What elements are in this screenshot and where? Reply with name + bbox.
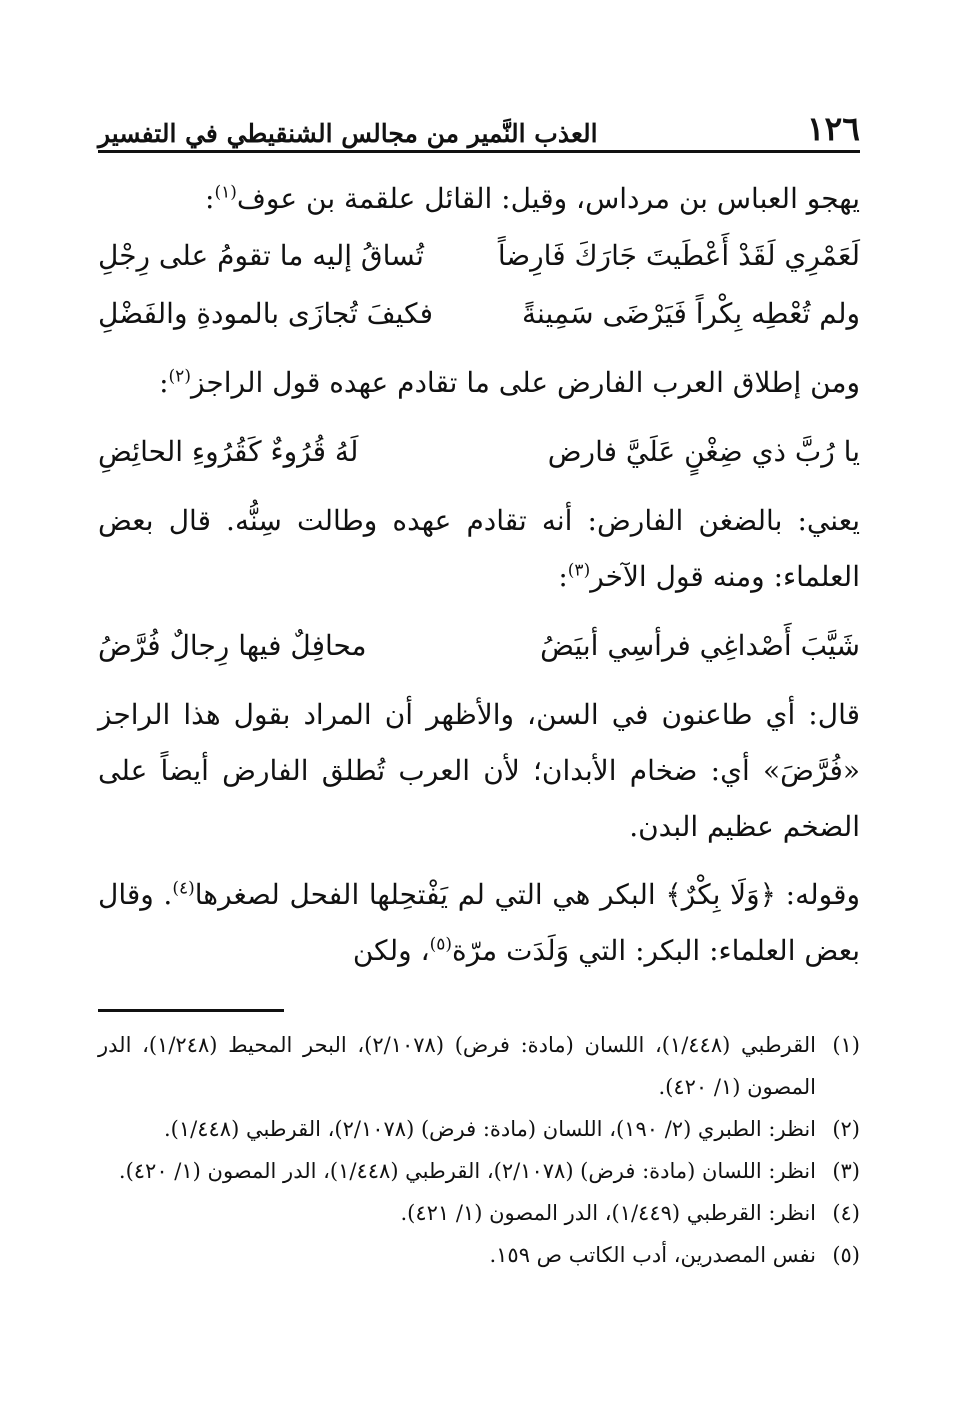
footnote-ref-5: (٥) [429,934,453,955]
footnote [98,1192,860,1234]
paragraph-1-text: يهجو العباس بن مرداس، وقيل: القائل علقمة بن عوف [236,182,860,215]
verse-3-first-hemistich: يا رُبَّ ذي ضِغْنٍ عَلَيَّ فارض [547,435,860,468]
footnote-number: (٣) [832,1159,860,1183]
paragraph-5-part-1: وقوله: ﴿وَلَا بِكْرٌ﴾ البكر هي التي لم يَفْتحِلها الفحل لصغرها [194,878,860,911]
paragraph-3-text: يعني: بالضغن الفارض: أنه تقادم عهده وطالت سِنُّه. قال بعض العلماء: ومنه قول الآخر [98,504,860,593]
paragraph-1 [98,171,860,227]
verse-2-second-hemistich: فكيفَ تُجازَى بالمودةِ والفَضْلِ [98,297,433,330]
footnote [98,1108,860,1150]
footnote-ref-1: (١) [214,182,237,203]
footnote-ref-2: (٢) [168,366,191,387]
verse-3 [98,423,860,481]
running-title: العذب النَّمير من مجالس الشنقيطي في التفسير [98,119,598,148]
paragraph-3 [98,493,860,605]
page-header [98,92,860,153]
footnote-ref-3: (٣) [567,560,591,581]
footnote [98,1234,860,1276]
footnote [98,1150,860,1192]
verse-4-second-hemistich: محافِلٌ فيها رِجالٌ فُرَّضُ [98,629,367,662]
footnote-text: القرطبي (١/٤٤٨)، اللسان (مادة: فرض) (٢/١٠٧٨)، البحر المحيط (١/٢٤٨)، الدر المصون (١/ ٤٢٠). [98,1033,816,1099]
footnote-ref-4: (٤) [172,878,195,899]
footnote-number: (٤) [832,1201,860,1225]
footnote-number: (١) [832,1033,860,1057]
paragraph-1-end: : [205,182,215,215]
verse-1-first-hemistich: لَعَمْرِي لَقَدْ أَعْطَيتَ جَارَكَ فَارِضاً [497,239,860,272]
verse-2 [98,285,860,343]
footnote-number: (٥) [832,1243,860,1267]
book-page [98,92,860,1276]
paragraph-5-part-3: ، ولكن [352,934,430,967]
footnote-text: انظر: اللسان (مادة: فرض) (٢/١٠٧٨)، القرطبي (١/٤٤٨)، الدر المصون (١/ ٤٢٠). [118,1159,816,1183]
paragraph-3-end: : [558,560,568,593]
paragraph-5 [98,867,860,979]
footnote-number: (٢) [832,1117,860,1141]
paragraph-2-end: : [159,366,169,399]
footnote [98,1024,860,1108]
footnotes [98,1024,860,1276]
verse-4 [98,617,860,675]
footnote-text: نفس المصدرين، أدب الكاتب ص ١٥٩. [489,1243,816,1267]
paragraph-5-part-2: . وقال بعض العلماء: البكر: التي وَلَدَت مرّة [98,878,860,967]
paragraph-2-text: ومن إطلاق العرب الفارض على ما تقادم عهده قول الراجز [190,366,860,399]
main-text [98,171,860,979]
verse-2-first-hemistich: ولم تُعْطِه بِكْراً فَيَرْضَى سَمِينةً [521,297,860,330]
page-number: ١٢٦ [806,109,860,148]
verse-4-first-hemistich: شَيَّبَ أَصْداغِي فرأسِي أبيَضُ [540,629,860,662]
footnote-separator [98,1009,284,1012]
footnote-text: انظر: القرطبي (١/٤٤٩)، الدر المصون (١/ ٤٢١). [400,1201,816,1225]
paragraph-2 [98,355,860,411]
verse-1 [98,227,860,285]
verse-1-second-hemistich: تُساقُ إليه ما تقومُ على رِجْلِ [98,239,424,272]
footnote-text: انظر: الطبري (٢/ ١٩٠)، اللسان (مادة: فرض) (٢/١٠٧٨)، القرطبي (١/٤٤٨). [164,1117,816,1141]
paragraph-4: قال: أي طاعنون في السن، والأظهر أن المراد بقول هذا الراجز «فُرَّضَ» أي: ضخام الأبدان؛ لأن العرب تُطلق الفارض أيضاً على الضخم عظيم البدن. [98,698,860,843]
verse-3-second-hemistich: لَهُ قُرُوءٌ كَقُرُوءِ الحائِضِ [98,435,359,468]
